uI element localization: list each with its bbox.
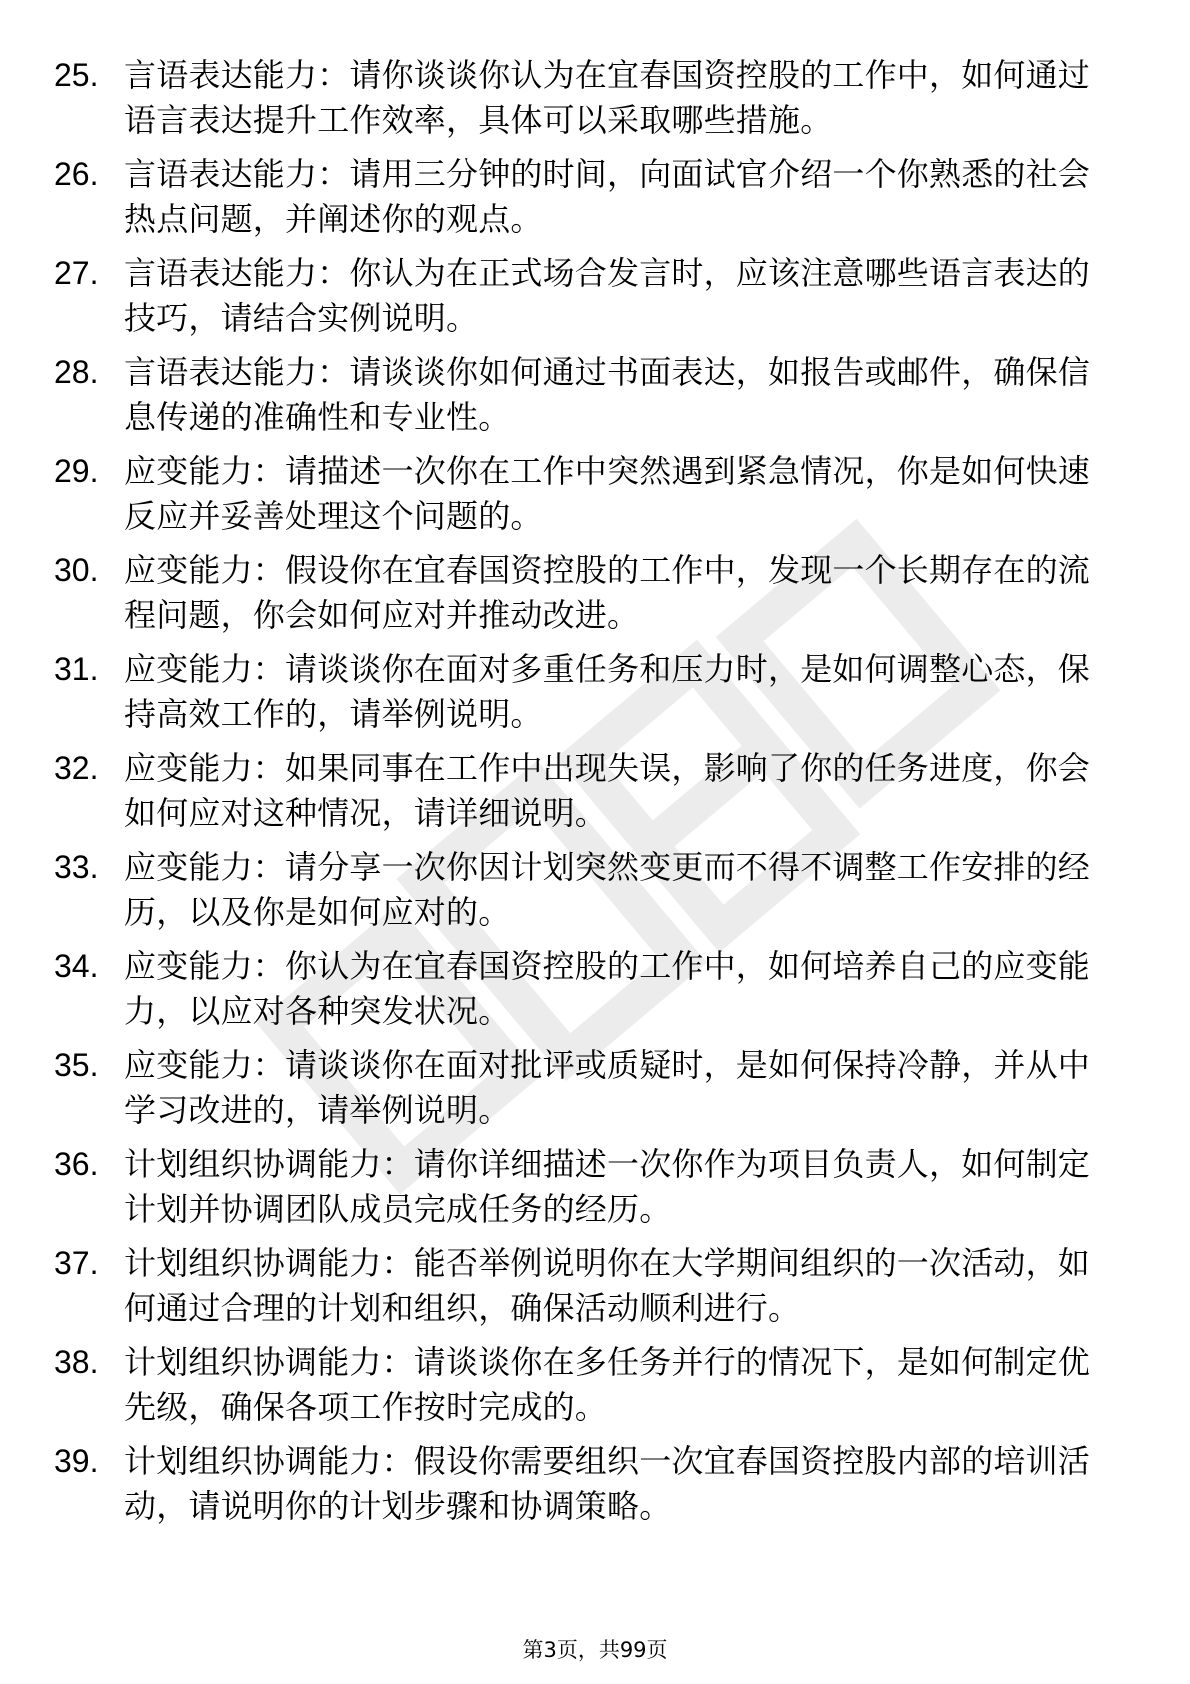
question-item [54, 53, 1114, 143]
question-text: 计划组织协调能力：能否举例说明你在大学期间组织的一次活动，如何通过合理的计划和组织，确保活动顺利进行。 [124, 1244, 1091, 1327]
question-item [54, 845, 1114, 935]
question-item [54, 1439, 1114, 1529]
question-number: 26. [54, 156, 99, 192]
question-text: 计划组织协调能力：请谈谈你在多任务并行的情况下，是如何制定优先级，确保各项工作按时完成的。 [124, 1343, 1091, 1426]
question-item [54, 647, 1114, 737]
question-text: 言语表达能力：请用三分钟的时间，向面试官介绍一个你熟悉的社会热点问题，并阐述你的观点。 [124, 155, 1091, 238]
question-text: 言语表达能力：你认为在正式场合发言时，应该注意哪些语言表达的技巧，请结合实例说明。 [124, 254, 1091, 337]
question-item [54, 1241, 1114, 1331]
question-item [54, 548, 1114, 638]
question-number: 30. [54, 552, 99, 588]
question-text: 应变能力：请描述一次你在工作中突然遇到紧急情况，你是如何快速反应并妥善处理这个问题的。 [124, 452, 1091, 535]
question-text: 言语表达能力：请你谈谈你认为在宜春国资控股的工作中，如何通过语言表达提升工作效率，具体可以采取哪些措施。 [124, 56, 1091, 139]
page-footer [0, 1636, 1190, 1664]
question-number: 35. [54, 1047, 99, 1083]
page-indicator: 第3页，共99页 [522, 1638, 668, 1662]
question-number: 37. [54, 1245, 99, 1281]
question-text: 应变能力：请谈谈你在面对批评或质疑时，是如何保持冷静，并从中学习改进的，请举例说明。 [124, 1046, 1091, 1129]
question-item [54, 152, 1114, 242]
question-item [54, 1043, 1114, 1133]
question-text: 计划组织协调能力：假设你需要组织一次宜春国资控股内部的培训活动，请说明你的计划步骤和协调策略。 [124, 1442, 1091, 1525]
question-number: 25. [54, 57, 99, 93]
question-item [54, 251, 1114, 341]
question-text: 应变能力：你认为在宜春国资控股的工作中，如何培养自己的应变能力，以应对各种突发状况。 [124, 947, 1091, 1030]
question-number: 27. [54, 255, 99, 291]
question-number: 39. [54, 1443, 99, 1479]
question-number: 34. [54, 948, 99, 984]
question-number: 32. [54, 750, 99, 786]
question-number: 29. [54, 453, 99, 489]
question-item [54, 1142, 1114, 1232]
question-item [54, 350, 1114, 440]
question-item [54, 1340, 1114, 1430]
question-text: 计划组织协调能力：请你详细描述一次你作为项目负责人，如何制定计划并协调团队成员完成任务的经历。 [124, 1145, 1091, 1228]
question-text: 应变能力：请分享一次你因计划突然变更而不得不调整工作安排的经历，以及你是如何应对的。 [124, 848, 1091, 931]
question-number: 38. [54, 1344, 99, 1380]
question-text: 应变能力：请谈谈你在面对多重任务和压力时，是如何调整心态，保持高效工作的，请举例说明。 [124, 650, 1091, 733]
question-text: 应变能力：如果同事在工作中出现失误，影响了你的任务进度，你会如何应对这种情况，请详细说明。 [124, 749, 1091, 832]
question-number: 31. [54, 651, 99, 687]
question-number: 28. [54, 354, 99, 390]
question-item [54, 449, 1114, 539]
question-number: 36. [54, 1146, 99, 1182]
question-item [54, 746, 1114, 836]
question-text: 言语表达能力：请谈谈你如何通过书面表达，如报告或邮件，确保信息传递的准确性和专业性。 [124, 353, 1091, 436]
question-list [54, 53, 1114, 1538]
question-item [54, 944, 1114, 1034]
question-text: 应变能力：假设你在宜春国资控股的工作中，发现一个长期存在的流程问题，你会如何应对并推动改进。 [124, 551, 1091, 634]
question-number: 33. [54, 849, 99, 885]
